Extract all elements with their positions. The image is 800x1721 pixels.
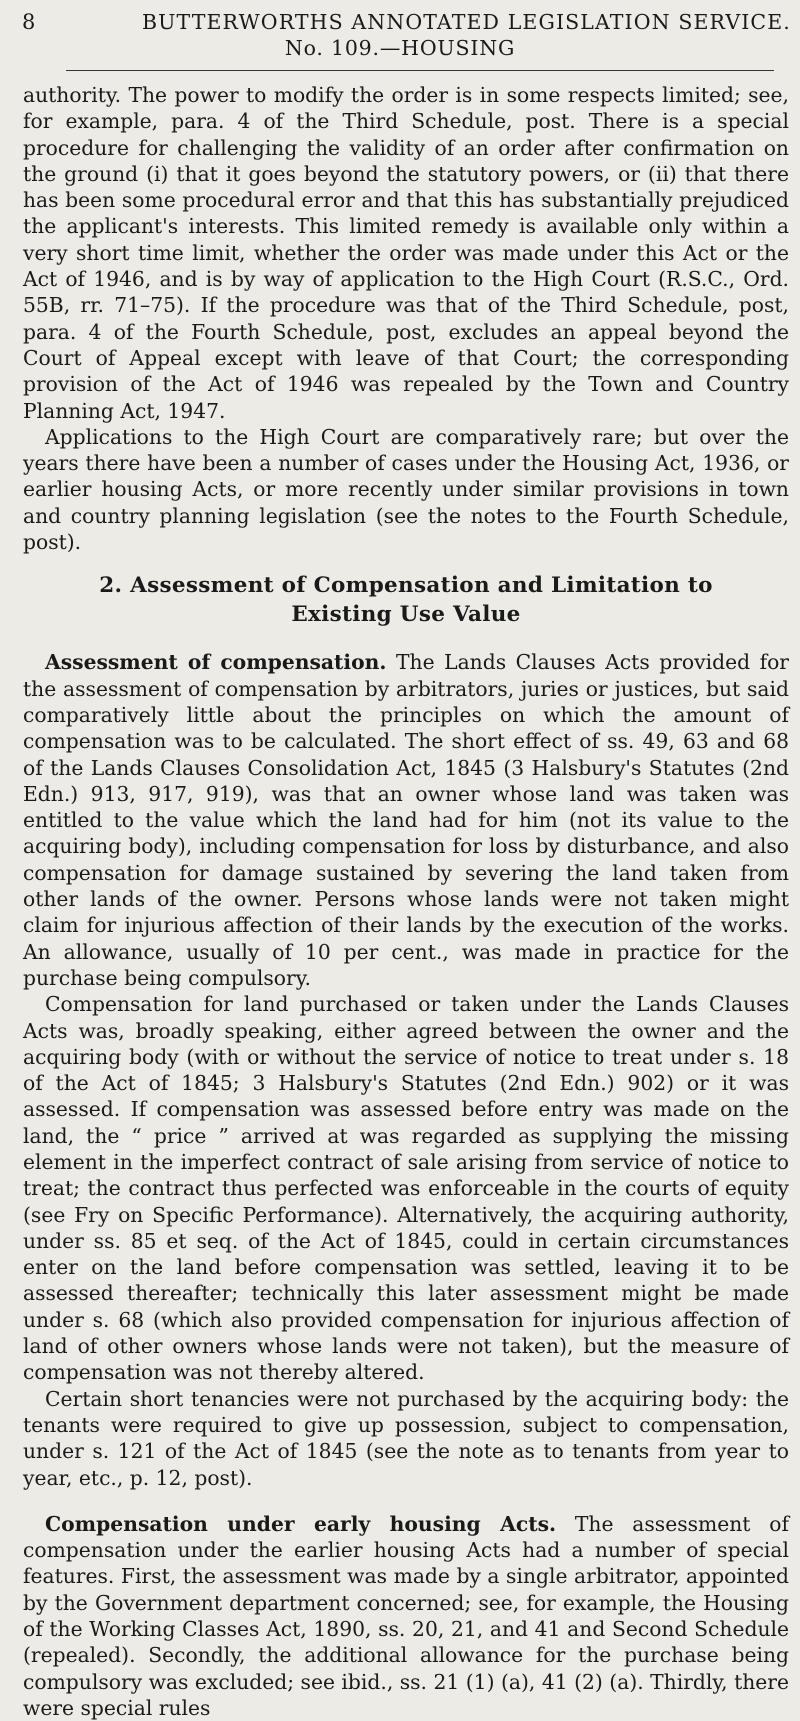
spacer xyxy=(23,629,789,649)
section-heading-line: 2. Assessment of Compensation and Limitation to xyxy=(99,573,713,599)
paragraph: Applications to the High Court are comparatively rare; but over the years there have been a number of cases under the Housing Act, 1936, or earlier housing Acts, or more recently under similar provisions in town and country planning legislation (see the notes to the Fourth Schedule, post). xyxy=(23,424,789,555)
header-rule xyxy=(66,70,774,71)
body-text xyxy=(23,82,789,1721)
running-subtitle: No. 109.—HOUSING xyxy=(284,36,516,60)
paragraph: Certain short tenancies were not purchased by the acquiring body: the tenants were required to give up possession, subject to compensation, under s. 121 of the Act of 1845 (see the note as to tenants from year to year, etc., p. 12, post). xyxy=(23,1386,789,1490)
paragraph-body: The Lands Clauses Acts provided for the assessment of compensation by arbitrators, juries or justices, but said comparatively little about the principles on which the amount of compensation was to be calculated. The short effect of ss. 49, 63 and 68 of the Lands Clauses Consolidation Act, 1845 (3 Halsbury's Statutes (2nd Edn.) 913, 917, 919), was that an owner whose land was taken was entitled to the value which the land had for him (not its value to the acquiring body), including compensation for loss by disturbance, and also compensation for damage sustained by severing the land taken from other lands of the owner. Persons whose lands were not taken might claim for injurious affection of their lands by the execution of the works. An allowance, usually of 10 per cent., was made in practice for the purchase being compulsory. xyxy=(23,650,789,990)
paragraph: authority. The power to modify the order is in some respects limited; see, for example, para. 4 of the Third Schedule, post. There is a special procedure for challenging the validity of an order after confirmation on the ground (i) that it goes beyond the statutory powers, or (ii) that there has been some procedural error and that this has substantially prejudiced the applicant's interests. This limited remedy is available only within a very short time limit, whether the order was made under this Act or the Act of 1946, and is by way of application to the High Court (R.S.C., Ord. 55B, rr. 71–75). If the procedure was that of the Third Schedule, post, para. 4 of the Fourth Schedule, post, excludes an appeal beyond the Court of Appeal except with leave of that Court; the corresponding provision of the Act of 1946 was repealed by the Town and Country Planning Act, 1947. xyxy=(23,83,789,423)
paragraph-lead: Assessment of compensation. xyxy=(45,650,387,675)
running-title: BUTTERWORTHS ANNOTATED LEGISLATION SERVICE. xyxy=(142,10,791,34)
paragraph-lead: Compensation under early housing Acts. xyxy=(45,1511,557,1536)
section-heading xyxy=(23,571,789,629)
section-heading-line: Existing Use Value xyxy=(291,602,521,628)
page-number: 8 xyxy=(22,10,36,34)
running-head xyxy=(0,0,800,60)
paragraph xyxy=(23,1511,789,1721)
spacer xyxy=(23,1491,789,1511)
paragraph-body: The assessment of compensation under the earlier housing Acts had a number of special features. First, the assessment was made by a single arbitrator, appointed by the Government department concerned; see, for example, the Housing of the Working Classes Act, 1890, ss. 20, 21, and 41 and Second Schedule (repealed). Secondly, the additional allowance for the purchase being compulsory was excluded; see ibid., ss. 21 (1) (a), 41 (2) (a). Thirdly, there were special rules xyxy=(23,1511,789,1720)
paragraph: Compensation for land purchased or taken under the Lands Clauses Acts was, broadly speaking, either agreed between the owner and the acquiring body (with or without the service of notice to treat under s. 18 of the Act of 1845; 3 Halsbury's Statutes (2nd Edn.) 902) or it was assessed. If compensation was assessed before entry was made on the land, the “ price ” arrived at was regarded as supplying the missing element in the imperfect contract of sale arising from service of notice to treat; the contract thus perfected was enforceable in the courts of equity (see Fry on Specific Performance). Alternatively, the acquiring authority, under ss. 85 et seq. of the Act of 1845, could in certain circumstances enter on the land before compensation was settled, leaving it to be assessed thereafter; technically this later assessment might be made under s. 68 (which also provided compensation for injurious affection of land of other owners whose lands were not taken), but the measure of compensation was not thereby altered. xyxy=(23,992,789,1385)
paragraph xyxy=(23,649,789,991)
